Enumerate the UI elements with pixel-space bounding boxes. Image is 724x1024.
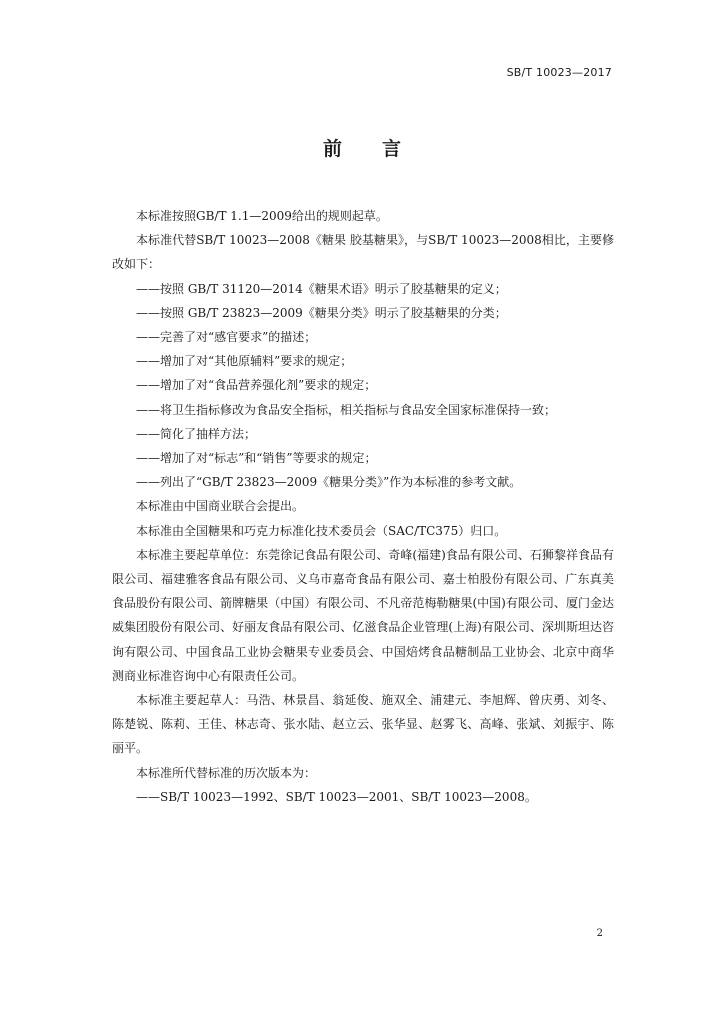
page-title (0, 134, 724, 161)
paragraph-replacement: 本标准代替SB/T 10023—2008《糖果 胶基糖果》，与SB/T 10023—2008相比，主要修改如下： (112, 233, 614, 272)
change-item: ——列出了“GB/T 23823—2009《糖果分类》”作为本标准的参考文献。 (136, 475, 522, 490)
change-item: ——增加了对“其他原辅料”要求的规定； (136, 354, 353, 369)
paragraph-history-versions: ——SB/T 10023—1992、SB/T 10023—2001、SB/T 10023—2008。 (136, 789, 537, 804)
change-item: ——按照 GB/T 23823—2009《糖果分类》明示了胶基糖果的分类； (136, 305, 507, 320)
title-char-2: 言 (382, 138, 402, 160)
page-number: 2 (596, 928, 603, 939)
change-item: ——增加了对“食品营养强化剂”要求的规定； (136, 378, 377, 393)
paragraph-drafting-units: 本标准主要起草单位：东莞徐记食品有限公司、奇峰(福建)食品有限公司、石狮黎祥食品有限公司、福建雅客食品有限公司、义乌市嘉奇食品有限公司、嘉士柏股份有限公司、广东真美食品股份有限公司、箭牌糖果（中国）有限公司、不凡帝范梅勒糖果(中国)有限公司、厦门金达威集团股份有限公司、好丽友食品有限公司、亿滋食品企业管理(上海)有限公司、深圳斯坦达咨询有限公司、中国食品工业协会糖果专业委员会、中国焙烤食品糖制品工业协会、北京中商华测商业标准咨询中心有限责任公司。 (112, 547, 614, 683)
change-item: ——将卫生指标修改为食品安全指标，相关指标与食品安全国家标准保持一致； (136, 402, 557, 417)
change-item: ——增加了对“标志”和“销售”等要求的规定； (136, 451, 377, 466)
foreword-body (112, 204, 614, 809)
standard-code: SB/T 10023—2017 (506, 66, 612, 79)
paragraph-committee: 本标准由全国糖果和巧克力标准化技术委员会（SAC/TC375）归口。 (136, 523, 507, 538)
paragraph-drafters: 本标准主要起草人：马浩、林景昌、翁延俊、施双全、浦建元、李旭辉、曾庆勇、刘冬、陈楚锐、陈莉、王佳、林志奇、张水陆、赵立云、张华显、赵雾飞、高峰、张斌、刘振宇、陈丽平。 (112, 693, 614, 756)
paragraph-drafting-rule: 本标准按照GB/T 1.1—2009给出的规则起草。 (136, 209, 388, 223)
paragraph-history-intro: 本标准所代替标准的历次版本为： (136, 765, 317, 780)
paragraph-proposer: 本标准由中国商业联合会提出。 (136, 499, 305, 514)
title-char-1: 前 (322, 138, 342, 160)
change-item: ——按照 GB/T 31120—2014《糖果术语》明示了胶基糖果的定义； (136, 281, 507, 296)
change-item: ——简化了抽样方法； (136, 426, 257, 441)
change-item: ——完善了对“感官要求”的描述； (136, 330, 317, 345)
